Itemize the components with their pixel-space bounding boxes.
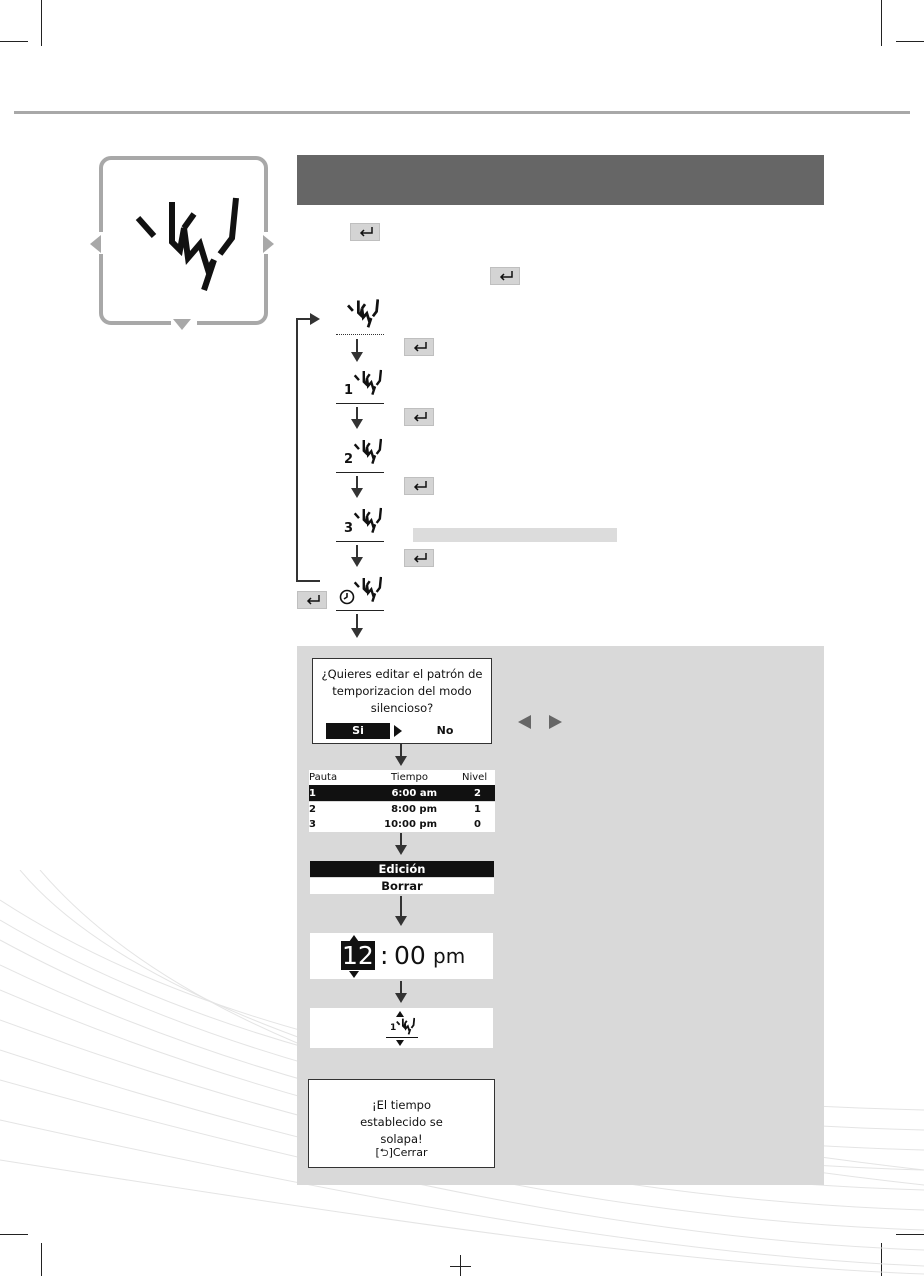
step-separator bbox=[336, 472, 384, 473]
quiet-mode-timer-icon bbox=[352, 573, 382, 605]
decrease-arrow-icon[interactable] bbox=[349, 971, 359, 978]
table-cell: 10:00 pm bbox=[384, 819, 437, 830]
step-number: 3 bbox=[344, 521, 354, 536]
quiet-mode-hand-icon bbox=[345, 296, 379, 330]
enter-key-icon bbox=[490, 267, 520, 285]
overlap-message: ¡El tiempo establecido se solapa! bbox=[360, 1098, 443, 1146]
flow-arrow bbox=[400, 896, 402, 918]
level-selector bbox=[310, 1008, 493, 1048]
quiet-mode-hand-icon bbox=[352, 435, 382, 467]
down-arrow-icon bbox=[351, 352, 363, 362]
step-number: 2 bbox=[344, 452, 354, 467]
down-arrow-icon bbox=[351, 488, 363, 498]
level-number: 1 bbox=[390, 1023, 397, 1033]
crop-mark bbox=[881, 0, 882, 46]
enter-key-icon bbox=[404, 338, 434, 356]
quiet-mode-hand-icon bbox=[128, 188, 240, 298]
minutes-value[interactable]: 00 bbox=[394, 941, 426, 970]
table-cell: 0 bbox=[474, 819, 481, 830]
column-header: Nivel bbox=[462, 772, 488, 783]
crop-mark bbox=[41, 0, 42, 46]
down-arrow-icon bbox=[351, 628, 363, 638]
enter-key-icon bbox=[404, 408, 434, 426]
header-rule bbox=[14, 111, 910, 114]
dialog-question: ¿Quieres editar el patrón de temporizacion del modo silencioso? bbox=[321, 667, 483, 715]
menu-item-borrar[interactable]: Borrar bbox=[310, 878, 494, 894]
crop-mark bbox=[896, 41, 924, 42]
step-separator bbox=[336, 403, 384, 404]
nav-left-icon bbox=[90, 235, 102, 253]
down-arrow-icon bbox=[351, 419, 363, 429]
enter-key-icon bbox=[404, 549, 434, 567]
loop-line bbox=[296, 318, 298, 582]
crop-mark bbox=[0, 41, 28, 42]
column-header: Pauta bbox=[309, 772, 338, 783]
selection-arrow-icon bbox=[394, 725, 402, 737]
step-number: 1 bbox=[344, 383, 354, 398]
quiet-mode-hand-icon bbox=[395, 1016, 415, 1036]
table-row[interactable] bbox=[309, 817, 495, 832]
section-header-bar bbox=[297, 155, 824, 205]
loop-arrow-icon bbox=[310, 313, 320, 325]
column-header: Tiempo bbox=[391, 772, 428, 783]
close-button[interactable]: [⮌]Cerrar bbox=[375, 1146, 428, 1159]
table-cell: 3 bbox=[309, 819, 316, 830]
left-arrow-key-icon bbox=[518, 715, 532, 729]
nav-down-icon bbox=[173, 318, 191, 330]
table-cell: 1 bbox=[474, 804, 481, 815]
time-editor bbox=[310, 933, 493, 979]
table-row[interactable] bbox=[309, 786, 495, 801]
ampm-value[interactable]: pm bbox=[433, 944, 466, 968]
enter-key-icon bbox=[404, 477, 434, 495]
table-cell: 2 bbox=[474, 788, 481, 799]
overlap-message-dialog bbox=[308, 1079, 495, 1168]
no-option[interactable]: No bbox=[436, 724, 454, 737]
schedule-table-header bbox=[309, 770, 495, 785]
step-separator bbox=[336, 541, 384, 542]
step-separator bbox=[336, 334, 384, 335]
level-underline bbox=[386, 1037, 418, 1038]
nav-right-icon bbox=[262, 235, 274, 253]
right-arrow-key-icon bbox=[548, 715, 562, 729]
table-cell: 2 bbox=[309, 804, 316, 815]
quiet-mode-hand-icon bbox=[352, 504, 382, 536]
yes-option[interactable]: Si bbox=[326, 723, 390, 739]
down-arrow-icon bbox=[351, 557, 363, 567]
note-highlight bbox=[413, 528, 617, 542]
menu-item-edicion[interactable]: Edición bbox=[310, 861, 494, 877]
enter-key-icon bbox=[350, 223, 380, 241]
down-arrow-icon bbox=[395, 845, 407, 855]
enter-key-icon bbox=[297, 591, 327, 609]
loop-line bbox=[296, 580, 320, 582]
time-separator: : bbox=[380, 941, 389, 970]
down-arrow-icon bbox=[395, 993, 407, 1003]
down-arrow-icon bbox=[395, 756, 407, 766]
confirm-dialog bbox=[312, 658, 492, 744]
decrease-arrow-icon[interactable] bbox=[396, 1040, 404, 1046]
down-arrow-icon bbox=[395, 916, 407, 926]
step-separator bbox=[336, 610, 384, 611]
table-cell: 8:00 pm bbox=[391, 804, 437, 815]
quiet-mode-hand-icon bbox=[352, 366, 382, 398]
table-row[interactable] bbox=[309, 802, 495, 817]
table-cell: 6:00 am bbox=[391, 788, 437, 799]
hour-value[interactable]: 12 bbox=[342, 941, 374, 970]
table-cell: 1 bbox=[309, 788, 316, 799]
